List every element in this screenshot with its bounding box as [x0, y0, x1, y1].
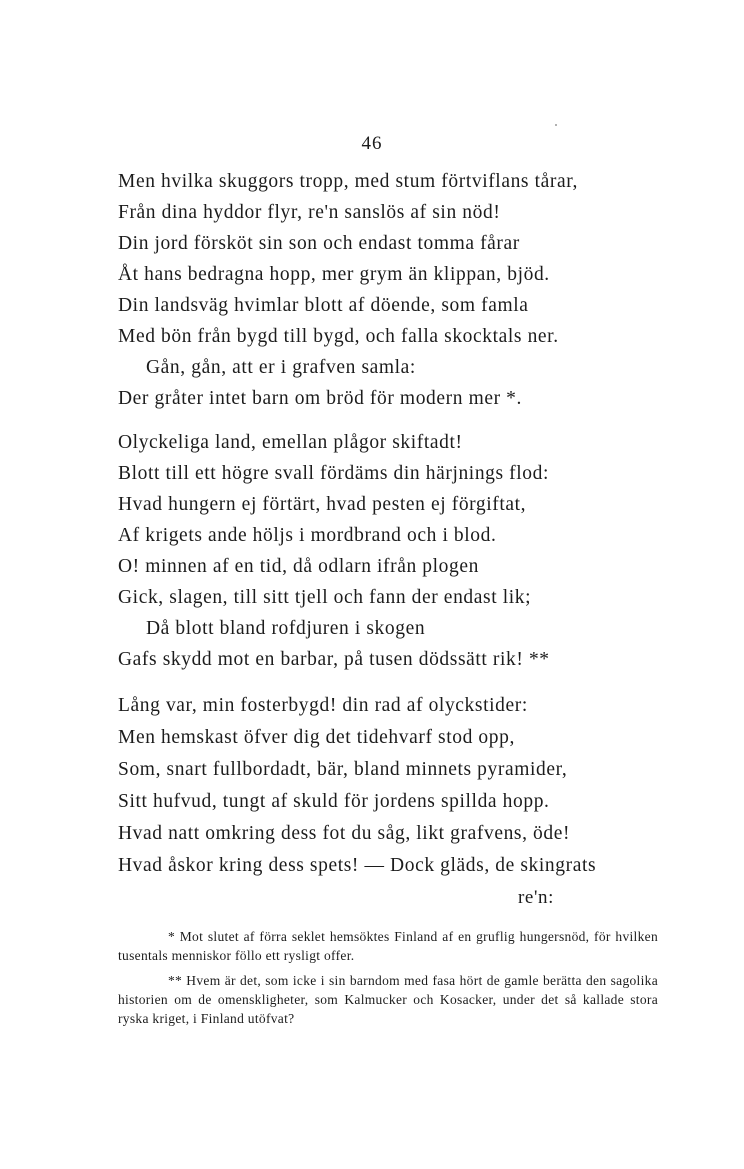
footnotes: [118, 927, 658, 1034]
verse-line: Som, snart fullbordadt, bär, bland minnets pyramider,: [118, 759, 568, 780]
verse-line: Med bön från bygd till bygd, och falla skocktals ner.: [118, 326, 559, 347]
footnote-2: ** Hvem är det, som icke i sin barndom med fasa hört de gamle berätta den sagolika historien om de omenskligheter, som Kalmucker och Kosacker, under det så kallade stora ryska kriget, i Finland utöfvat?: [118, 973, 658, 1026]
verse-line: Blott till ett högre svall fördäms din härjnings flod:: [118, 463, 550, 484]
verse-line: Af krigets ande höljs i mordbrand och i blod.: [118, 525, 497, 546]
verse-line-indented: Då blott bland rofdjuren i skogen: [146, 618, 426, 639]
verse-line: Der gråter intet barn om bröd för modern mer *.: [118, 388, 522, 409]
verse-line: Gick, slagen, till sitt tjell och fann der endast lik;: [118, 587, 532, 608]
footnote-1: * Mot slutet af förra seklet hemsöktes Finland af en gruflig hungersnöd, för hvilken tusentals menniskor föllo ett rysligt offer.: [118, 929, 658, 963]
page-number: 46: [361, 133, 383, 154]
verse-line: Din landsväg hvimlar blott af döende, som famla: [118, 295, 529, 316]
verse-line: Hvad natt omkring dess fot du såg, likt grafvens, öde!: [118, 823, 571, 844]
verse-line: O! minnen af en tid, då odlarn ifrån plogen: [118, 556, 479, 577]
verse-line: Från dina hyddor flyr, re'n sanslös af sin nöd!: [118, 202, 501, 223]
verse-line: Hvad hungern ej förtärt, hvad pesten ej förgiftat,: [118, 494, 527, 515]
verse-line: Men hvilka skuggors tropp, med stum förtviflans tårar,: [118, 171, 578, 192]
paper-speck: [555, 124, 557, 126]
verse-line-overflow: re'n:: [518, 887, 554, 908]
verse-line: Hvad åskor kring dess spets! — Dock gläds, de skingrats: [118, 855, 597, 876]
verse-line: Gafs skydd mot en barbar, på tusen dödssätt rik! **: [118, 649, 550, 670]
verse-line-indented: Gån, gån, att er i grafven samla:: [146, 357, 416, 378]
stanza-1: [118, 166, 678, 414]
verse-line: Men hemskast öfver dig det tidehvarf stod opp,: [118, 727, 515, 748]
verse-line: Åt hans bedragna hopp, mer grym än klippan, bjöd.: [118, 264, 550, 285]
verse-line: Lång var, min fosterbygd! din rad af olyckstider:: [118, 695, 528, 716]
stanza-2: [118, 427, 678, 675]
verse-line: Din jord försköt sin son och endast tomma fårar: [118, 233, 520, 254]
stanza-3: [118, 690, 678, 908]
verse-line: Sitt hufvud, tungt af skuld för jordens spillda hopp.: [118, 791, 550, 812]
verse-line: Olyckeliga land, emellan plågor skiftadt!: [118, 432, 463, 453]
